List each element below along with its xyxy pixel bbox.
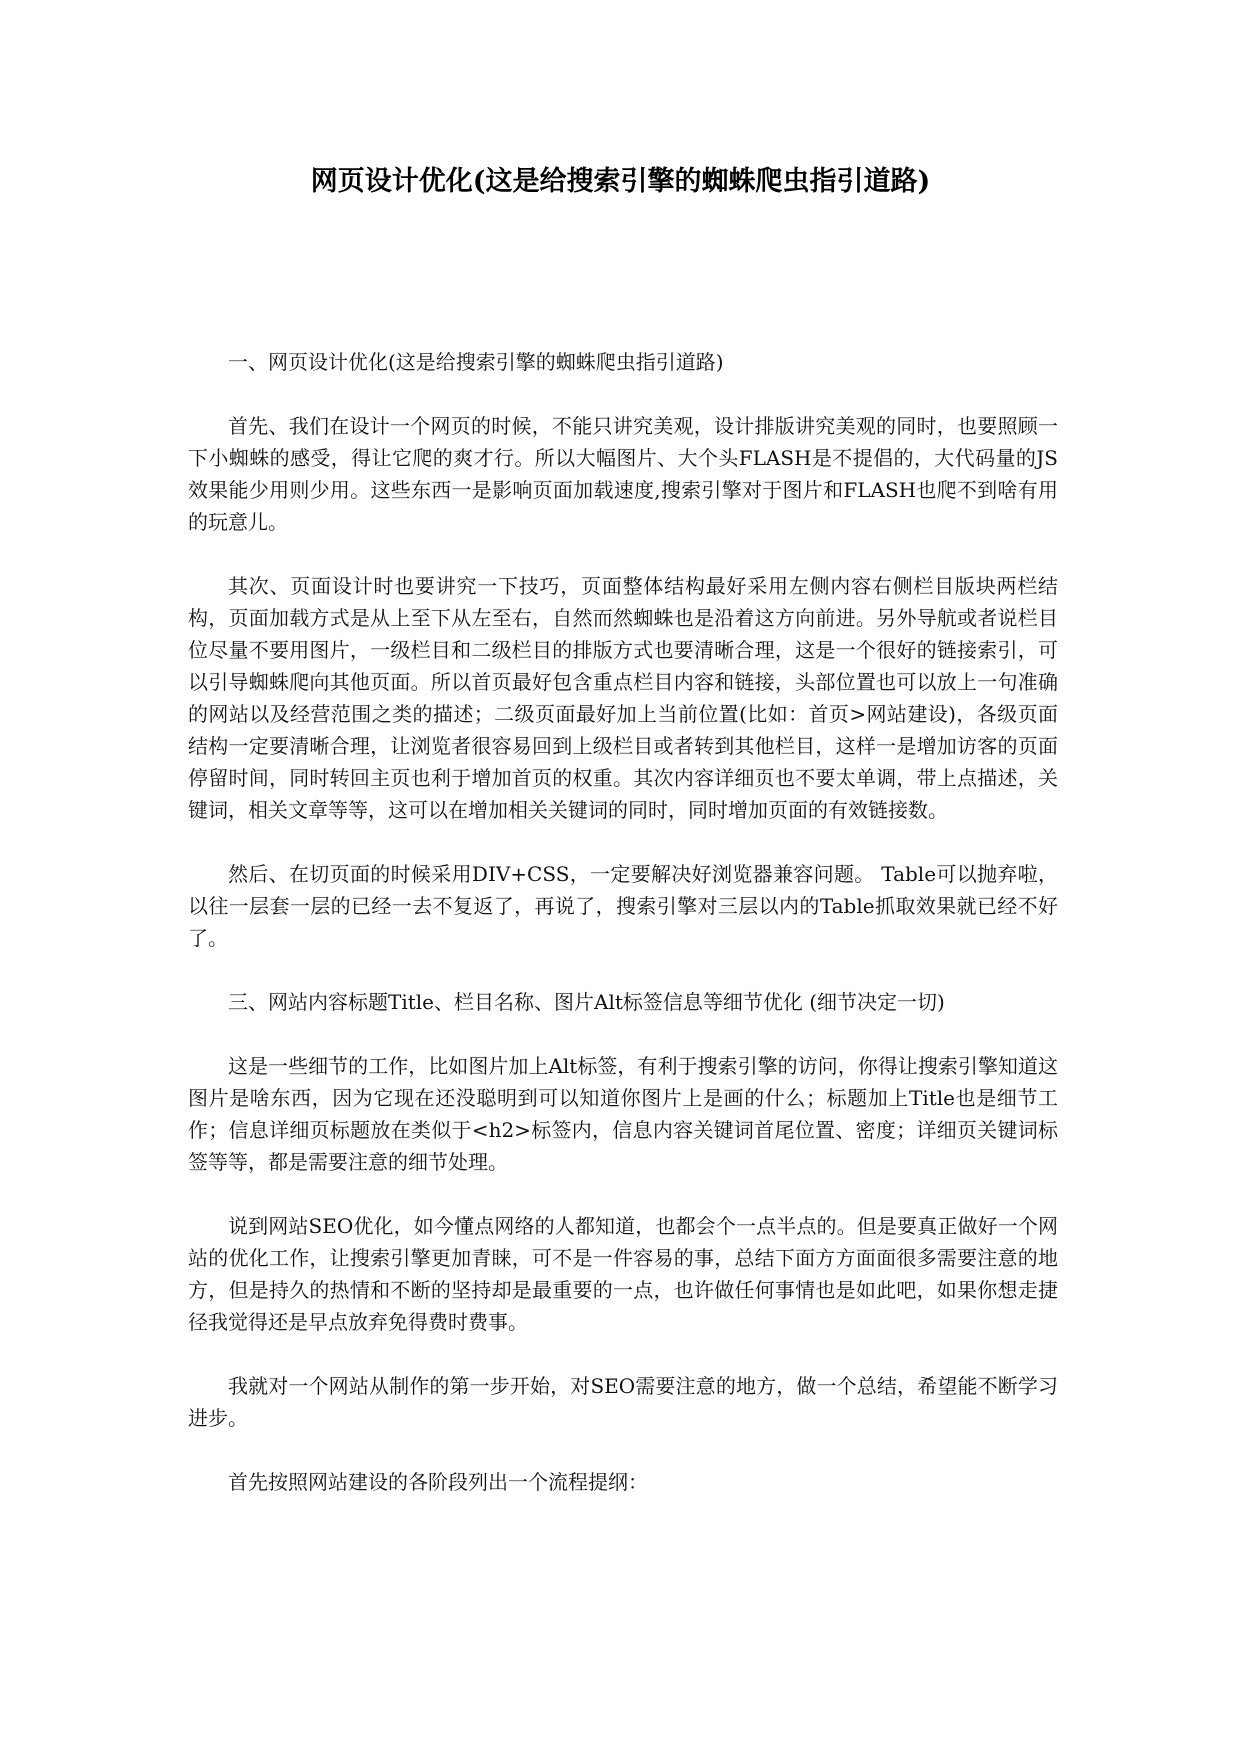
body-paragraph: 然后、在切页面的时候采用DIV+CSS，一定要解决好浏览器兼容问题。 Table可以抛弃啦，以往一层套一层的已经一去不复返了，再说了，搜索引擎对三层以内的Table抓取效果就已经不好了。: [188, 862, 1058, 950]
document-title: 网页设计优化(这是给搜索引擎的蜘蛛爬虫指引道路): [310, 166, 931, 197]
body-paragraph: 这是一些细节的工作，比如图片加上Alt标签，有利于搜索引擎的访问，你得让搜索引擎知道这图片是啥东西，因为它现在还没聪明到可以知道你图片上是画的什么；标题加上Title也是细节工作；信息详细页标题放在类似于<h2>标签内，信息内容关键词首尾位置、密度；详细页关键词标签等等，都是需要注意的细节处理。: [188, 1054, 1058, 1174]
body-paragraph: 说到网站SEO优化，如今懂点网络的人都知道，也都会个一点半点的。但是要真正做好一个网站的优化工作，让搜索引擎更加青睐，可不是一件容易的事，总结下面方方面面很多需要注意的地方，但是持久的热情和不断的坚持却是最重要的一点，也许做任何事情也是如此吧，如果你想走捷径我觉得还是早点放弃免得费时费事。: [188, 1214, 1058, 1334]
body-paragraph: 其次、页面设计时也要讲究一下技巧，页面整体结构最好采用左侧内容右侧栏目版块两栏结构，页面加载方式是从上至下从左至右，自然而然蜘蛛也是沿着这方向前进。另外导航或者说栏目位尽量不要用图片，一级栏目和二级栏目的排版方式也要清晰合理，这是一个很好的链接索引，可以引导蜘蛛爬向其他页面。所以首页最好包含重点栏目内容和链接，头部位置也可以放上一句准确的网站以及经营范围之类的描述；二级页面最好加上当前位置(比如：首页>网站建设)，各级页面结构一定要清晰合理，让浏览者很容易回到上级栏目或者转到其他栏目，这样一是增加访客的页面停留时间，同时转回主页也利于增加首页的权重。其次内容详细页也不要太单调，带上点描述，关键词，相关文章等等，这可以在增加相关关键词的同时，同时增加页面的有效链接数。: [188, 574, 1058, 822]
section-heading-1: 一、网页设计优化(这是给搜索引擎的蜘蛛爬虫指引道路): [228, 350, 724, 374]
section-heading-3: 三、网站内容标题Title、栏目名称、图片Alt标签信息等细节优化 (细节决定一切): [228, 990, 945, 1014]
body-paragraph: 首先按照网站建设的各阶段列出一个流程提纲：: [228, 1470, 648, 1494]
document-body: [188, 346, 1058, 1530]
body-paragraph: 首先、我们在设计一个网页的时候，不能只讲究美观，设计排版讲究美观的同时，也要照顾一下小蜘蛛的感受，得让它爬的爽才行。所以大幅图片、大个头FLASH是不提倡的，大代码量的JS效果能少用则少用。这些东西一是影响页面加载速度,搜索引擎对于图片和FLASH也爬不到啥有用的玩意儿。: [188, 414, 1058, 534]
body-paragraph: 我就对一个网站从制作的第一步开始，对SEO需要注意的地方，做一个总结，希望能不断学习进步。: [188, 1374, 1058, 1430]
